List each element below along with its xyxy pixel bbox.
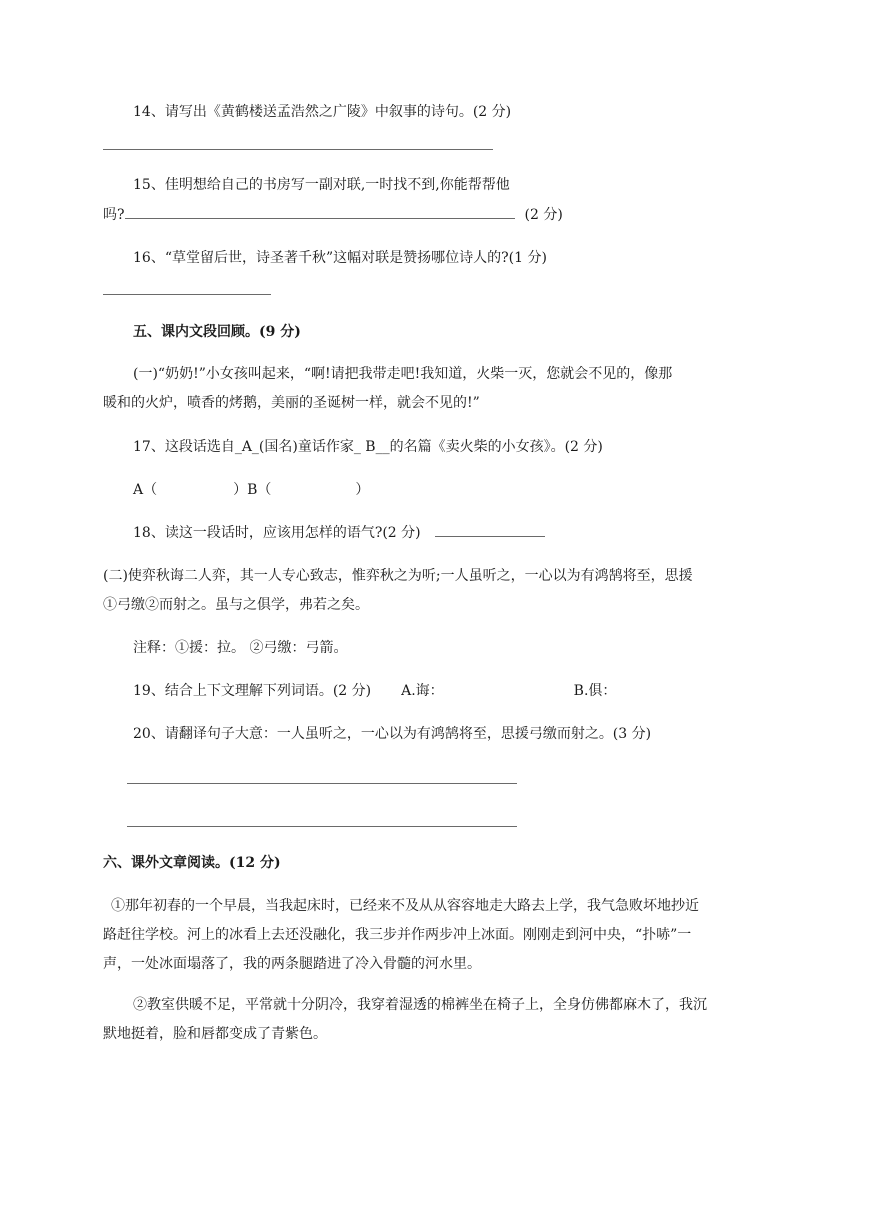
passage-1-line1: (一)“奶奶!”小女孩叫起来，“啊!请把我带走吧!我知道，火柴一灭，您就会不见的，像那 — [133, 366, 673, 382]
article-p1-line2: 路赶往学校。河上的冰看上去还没融化，我三步并作两步冲上冰面。刚刚走到河中央，“扑哧”一 — [103, 927, 692, 943]
answer-a-open: A（ — [133, 482, 158, 498]
question-19-a: A.诲： — [401, 683, 444, 699]
notes: 注释：①援：拉。 ②弓缴：弓箭。 — [133, 640, 348, 656]
question-17: 17、这段话选自_A_(国名)童话作家_ B__的名篇《卖火柴的小女孩》。(2 分) — [133, 439, 603, 455]
answer-line-16 — [103, 294, 271, 295]
question-15-score: (2 分) — [524, 207, 563, 223]
question-20: 20、请翻译句子大意：一人虽听之，一心以为有鸿鹄将至，思援弓缴而射之。(3 分) — [133, 726, 652, 742]
passage-1-line2: 暖和的火炉，喷香的烤鹅，美丽的圣诞树一样，就会不见的!” — [103, 395, 480, 411]
question-19-text: 19、结合上下文理解下列词语。(2 分) — [133, 683, 372, 699]
passage-2-line1: (二)使弈秋诲二人弈，其一人专心致志，惟弈秋之为听;一人虽听之，一心以为有鸿鹄将至，思援 — [103, 568, 693, 584]
article-p2-line2: 默地挺着，脸和唇都变成了青紫色。 — [103, 1026, 327, 1042]
answer-line-20a — [127, 783, 517, 784]
question-14: 14、请写出《黄鹤楼送孟浩然之广陵》中叙事的诗句。(2 分) — [133, 104, 512, 120]
answer-line-18 — [435, 535, 545, 537]
answer-line-14 — [103, 149, 493, 150]
passage-2-line2: ①弓缴②而射之。虽与之俱学，弗若之矣。 — [103, 597, 369, 613]
question-15-line1: 15、佳明想给自己的书房写一副对联,一时找不到,你能帮帮他 — [133, 177, 510, 193]
question-18-text: 18、读这一段话时，应该用怎样的语气?(2 分) — [133, 525, 421, 541]
section-5-title: 五、课内文段回顾。(9 分) — [133, 324, 301, 340]
section-6-title: 六、课外文章阅读。(12 分) — [103, 855, 281, 871]
question-15-line2 — [103, 205, 563, 225]
question-17-answer-blanks — [133, 480, 369, 500]
article-p1-line1: ①那年初春的一个早晨，当我起床时，已经来不及从从容容地走大路去上学，我气急败坏地抄近 — [111, 898, 699, 914]
answer-line-20b — [127, 826, 517, 827]
question-19 — [133, 681, 616, 701]
question-18 — [133, 523, 545, 543]
question-15-line2-start: 吗? — [103, 207, 125, 223]
answer-a-close-b-open: ）B（ — [233, 482, 272, 498]
article-p1-line3: 声，一处冰面塌落了，我的两条腿踏进了冷入骨髓的河水里。 — [103, 956, 481, 972]
question-19-b: B.俱： — [573, 683, 617, 699]
article-p2-line1: ②教室供暖不足，平常就十分阴冷，我穿着湿透的棉裤坐在椅子上，全身仿佛都麻木了，我沉 — [133, 997, 707, 1013]
answer-line-15 — [125, 217, 515, 219]
question-16: 16、“草堂留后世，诗圣著千秋”这幅对联是赞扬哪位诗人的?(1 分) — [133, 250, 547, 266]
answer-b-close: ） — [355, 482, 370, 498]
